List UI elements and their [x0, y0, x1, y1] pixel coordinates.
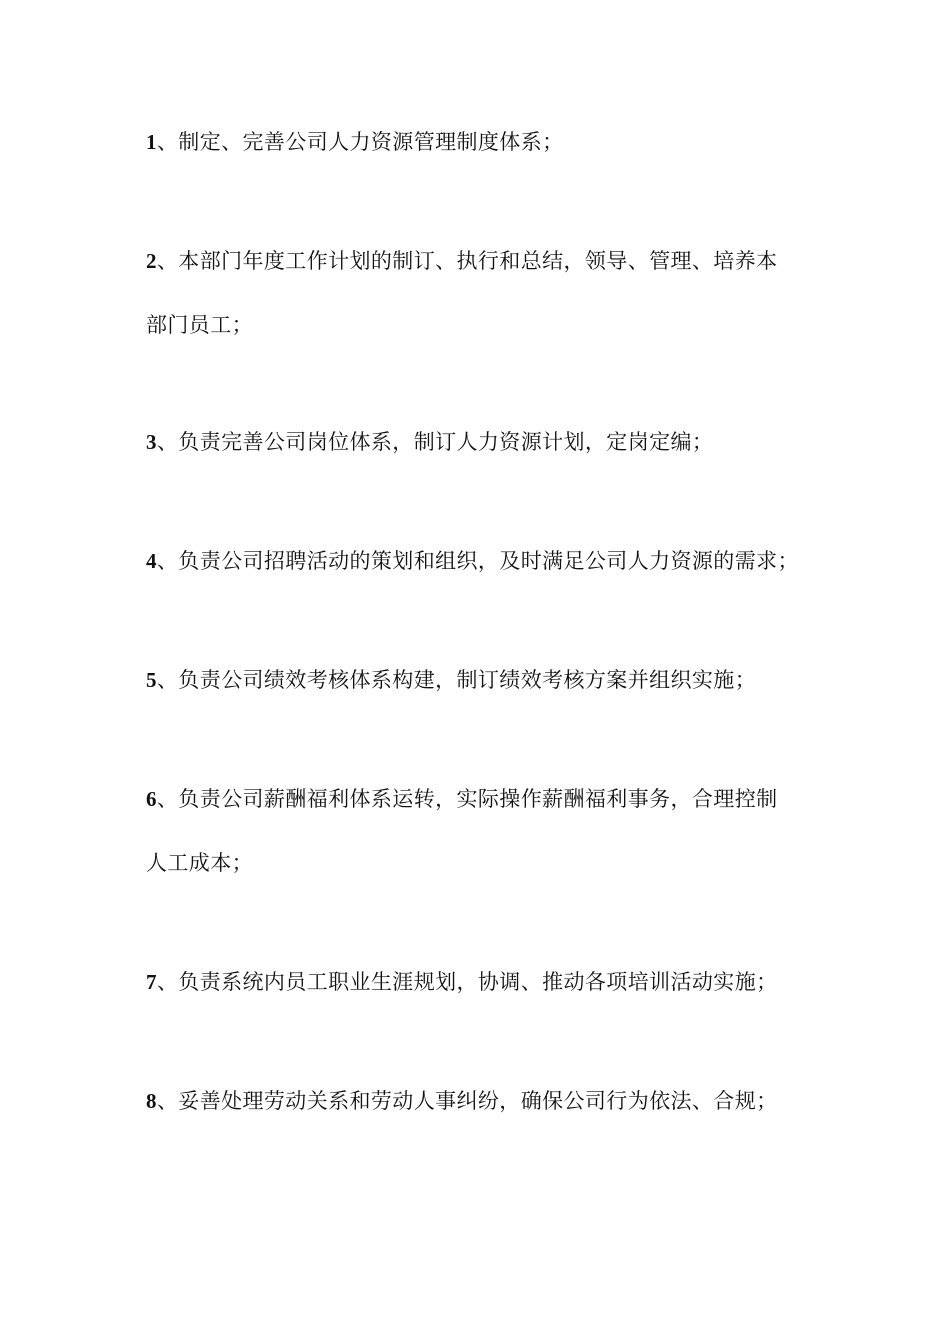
item-number: 5 — [146, 668, 157, 692]
list-item — [146, 110, 826, 174]
item-number: 1 — [146, 130, 157, 154]
list-item-line — [146, 648, 826, 712]
list-item-line: 部门员工； — [146, 313, 253, 337]
item-text: 、负责公司薪酬福利体系运转，实际操作薪酬福利事务，合理控制 — [156, 787, 778, 811]
item-text: 、妥善处理劳动关系和劳动人事纠纷，确保公司行为依法、合规； — [156, 1089, 778, 1113]
list-item-line — [146, 410, 826, 474]
item-number: 3 — [146, 430, 157, 454]
list-item — [146, 229, 826, 357]
list-item-line — [146, 950, 826, 1014]
item-text: 、负责公司绩效考核体系构建，制订绩效考核方案并组织实施； — [156, 668, 757, 692]
list-item — [146, 410, 826, 474]
list-item-line — [146, 767, 826, 831]
list-item-line — [146, 1069, 826, 1133]
item-number: 7 — [146, 970, 157, 994]
list-item — [146, 767, 826, 895]
item-number: 2 — [146, 249, 157, 273]
list-item-line — [146, 529, 826, 593]
list-item-line — [146, 110, 826, 174]
item-text: 、负责公司招聘活动的策划和组织，及时满足公司人力资源的需求； — [156, 549, 799, 573]
list-item — [146, 1069, 826, 1133]
item-text: 、制定、完善公司人力资源管理制度体系； — [156, 130, 564, 154]
item-number: 6 — [146, 787, 157, 811]
item-number: 4 — [146, 549, 157, 573]
list-item-line: 人工成本； — [146, 851, 253, 875]
list-item-line — [146, 229, 826, 293]
list-item — [146, 950, 826, 1014]
item-text: 、负责系统内员工职业生涯规划，协调、推动各项培训活动实施； — [156, 970, 778, 994]
list-item — [146, 648, 826, 712]
item-text: 、本部门年度工作计划的制订、执行和总结，领导、管理、培养本 — [156, 249, 778, 273]
list-item — [146, 529, 826, 593]
item-text: 、负责完善公司岗位体系，制订人力资源计划，定岗定编； — [156, 430, 714, 454]
item-number: 8 — [146, 1089, 157, 1113]
